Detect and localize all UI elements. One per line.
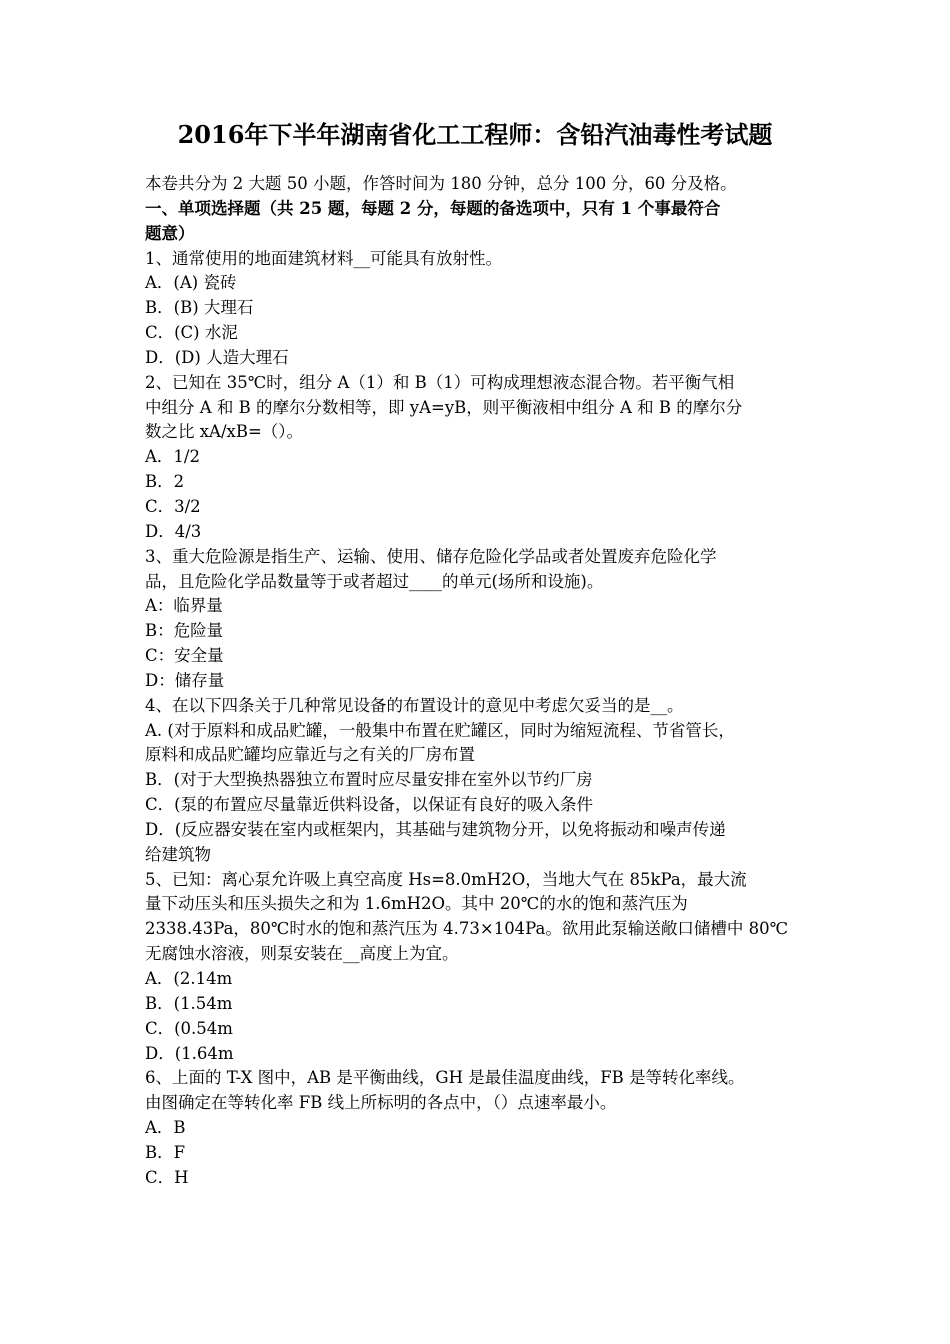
exam-intro: 本卷共分为 2 大题 50 小题，作答时间为 180 分钟，总分 100 分，60 分及格。 xyxy=(145,174,737,193)
question-3 xyxy=(145,545,825,694)
question-stem-line: 数之比 xA/xB=（）。 xyxy=(145,422,304,442)
answer-option: B．(对于大型换热器独立布置时应尽量安排在室外以节约厂房 xyxy=(145,770,593,790)
answer-option: A．(2.14m xyxy=(145,969,233,988)
question-stem-line: 量下动压头和压头损失之和为 1.6mH2O。其中 20℃的水的饱和蒸汽压为 xyxy=(145,894,688,914)
question-stem-line: 由图确定在等转化率 FB 线上所标明的各点中，（）点速率最小。 xyxy=(145,1093,617,1113)
question-6 xyxy=(145,1066,825,1190)
answer-option: C．H xyxy=(145,1167,189,1187)
answer-option: C．(C) 水泥 xyxy=(145,323,238,343)
question-4 xyxy=(145,694,825,868)
answer-option: A．B xyxy=(145,1118,186,1138)
answer-option: C．3/2 xyxy=(145,496,201,516)
section-heading-line-1: 一、单项选择题（共 25 题，每题 2 分，每题的备选项中，只有 1 个事最符合 xyxy=(145,198,721,218)
answer-option: B．2 xyxy=(145,472,185,492)
answer-option: A．1/2 xyxy=(145,447,200,467)
answer-option: C．(0.54m xyxy=(145,1018,233,1038)
answer-option: B：危险量 xyxy=(145,621,224,641)
section-heading-line-2: 题意） xyxy=(145,223,195,243)
answer-option: D．(反应器安装在室内或框架内，其基础与建筑物分开，以免将振动和噪声传递 xyxy=(145,819,726,839)
answer-option-continuation: 原料和成品贮罐均应靠近与之有关的厂房布置 xyxy=(145,745,475,765)
answer-option: D．(D) 人造大理石 xyxy=(145,347,289,367)
question-2 xyxy=(145,371,825,545)
question-5 xyxy=(145,868,825,1067)
answer-option: A．(A) 瓷砖 xyxy=(145,273,237,293)
question-stem-line: 中组分 A 和 B 的摩尔分数相等，即 yA=yB，则平衡液相中组分 A 和 B 的摩尔分 xyxy=(145,397,743,417)
question-stem-line: 2338.43Pa，80℃时水的饱和蒸汽压为 4.73×104Pa。欲用此泵输送敞口储槽中 80℃ xyxy=(145,919,789,939)
answer-option: B．(1.54m xyxy=(145,993,233,1013)
answer-option: D．(1.64m xyxy=(145,1043,234,1063)
answer-option: A：临界量 xyxy=(145,596,223,616)
question-stem-line: 4、在以下四条关于几种常见设备的布置设计的意见中考虑欠妥当的是__。 xyxy=(145,695,684,715)
question-stem-line: 5、已知：离心泵允许吸上真空高度 Hs=8.0mH2O，当地大气在 85kPa，最大流 xyxy=(145,869,747,889)
question-1 xyxy=(145,247,825,371)
question-stem-line: 2、已知在 35℃时，组分 A（1）和 B（1）可构成理想液态混合物。若平衡气相 xyxy=(145,372,735,392)
answer-option: B．(B) 大理石 xyxy=(145,298,254,318)
answer-option: C．(泵的布置应尽量靠近供料设备，以保证有良好的吸入条件 xyxy=(145,795,594,815)
answer-option-continuation: 给建筑物 xyxy=(145,844,211,864)
question-stem-line: 品，且危险化学品数量等于或者超过____的单元(场所和设施)。 xyxy=(145,571,604,591)
answer-option: D：储存量 xyxy=(145,670,225,690)
answer-option: C：安全量 xyxy=(145,646,224,666)
answer-option: D．4/3 xyxy=(145,521,202,541)
question-stem-line: 6、上面的 T-X 图中，AB 是平衡曲线，GH 是最佳温度曲线，FB 是等转化率线。 xyxy=(145,1068,745,1088)
answer-option: B．F xyxy=(145,1142,186,1162)
document-title: 2016年下半年湖南省化工工程师：含铅汽油毒性考试题 xyxy=(177,120,773,149)
answer-option: A. (对于原料和成品贮罐，一般集中布置在贮罐区，同时为缩短流程、节省管长， xyxy=(145,720,735,740)
question-stem-line: 无腐蚀水溶液，则泵安装在__高度上为宜。 xyxy=(145,944,459,964)
document-body xyxy=(145,172,825,1191)
question-stem-line: 1、通常使用的地面建筑材料__可能具有放射性。 xyxy=(145,248,502,268)
question-stem-line: 3、重大危险源是指生产、运输、使用、储存危险化学品或者处置废弃危险化学 xyxy=(145,546,717,566)
